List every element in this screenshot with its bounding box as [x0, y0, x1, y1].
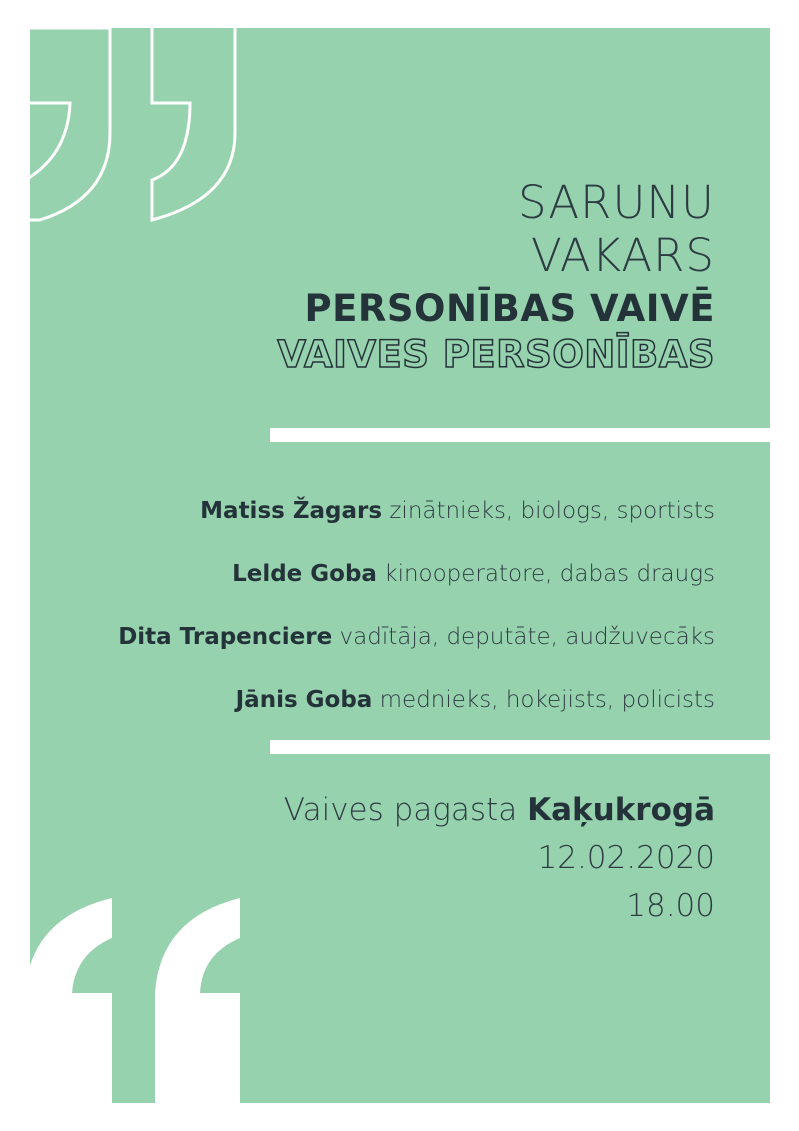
poster	[30, 28, 770, 1103]
event-title-bold: PERSONĪBAS VAIVĒ	[304, 287, 715, 330]
divider-bottom	[270, 740, 770, 754]
participant-role: vadītāja, deputāte, audžuvecāks	[332, 624, 715, 650]
participant-name: Matiss Žagars	[200, 498, 383, 524]
participant-name: Lelde Goba	[232, 561, 377, 587]
participant-role: zinātnieks, biologs, sportists	[382, 498, 715, 524]
title-block	[115, 176, 715, 378]
event-date: 12.02.2020	[537, 840, 715, 876]
participant-item	[30, 543, 715, 606]
divider-top	[270, 428, 770, 442]
event-title-outline: VAIVES PERSONĪBAS	[277, 333, 715, 376]
participant-item	[30, 669, 715, 732]
opening-quote-filled-icon	[30, 898, 260, 1103]
venue-line	[30, 786, 715, 834]
title-line-2: VAKARS	[530, 229, 715, 282]
participant-name: Dita Trapenciere	[118, 624, 333, 650]
title-line-1: SARUNU	[518, 176, 715, 229]
participant-name: Jānis Goba	[235, 687, 373, 713]
venue-place: Kaķukrogā	[527, 792, 715, 828]
participant-list	[30, 480, 715, 732]
participant-role: mednieks, hokejists, policists	[372, 687, 715, 713]
participant-item	[30, 480, 715, 543]
participant-item	[30, 606, 715, 669]
event-time: 18.00	[626, 888, 715, 924]
venue-prefix: Vaives pagasta	[283, 792, 528, 828]
participant-role: kinooperatore, dabas draugs	[376, 561, 715, 587]
